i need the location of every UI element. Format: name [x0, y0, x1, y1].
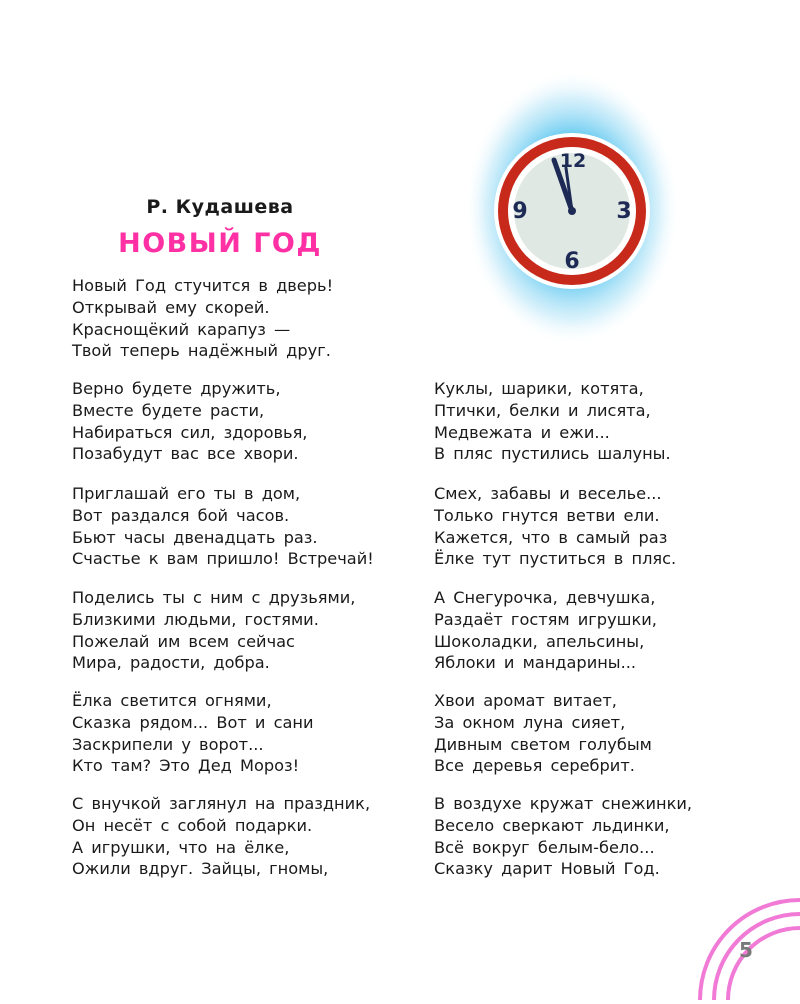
stanza-left-5: [72, 690, 314, 777]
poem-line: Куклы, шарики, котята,: [434, 379, 644, 398]
page-number: 5: [739, 938, 753, 962]
stanza-right-5: [434, 793, 692, 880]
poem-line: Дивным светом голубым: [434, 734, 652, 754]
poem-line: Ёлка светится огнями,: [72, 691, 272, 710]
poem-line: Позабудут вас все хвори.: [72, 444, 299, 464]
stanza-right-2: [434, 483, 676, 570]
poem-line: Кажется, что в самый раз: [434, 527, 668, 547]
poem-line: За окном луна сияет,: [434, 712, 626, 732]
stanza-left-4: [72, 587, 355, 674]
poem-line: А игрушки, что на ёлке,: [72, 837, 290, 857]
poem-line: Сказка рядом... Вот и сани: [72, 712, 314, 732]
clock-icon: [470, 68, 690, 348]
stanza-right-3: [434, 587, 657, 674]
poem-line: Раздаёт гостям игрушки,: [434, 609, 657, 629]
poem-line: Все деревья серебрит.: [434, 756, 635, 776]
poem-line: В воздухе кружат снежинки,: [434, 794, 693, 813]
poem-line: В пляс пустились шалуны.: [434, 444, 671, 464]
poem-line: Всё вокруг белым-бело...: [434, 837, 655, 857]
poem-line: Пожелай им всем сейчас: [72, 631, 295, 651]
stanza-right-1: [434, 378, 671, 465]
stanza-left-3: [72, 483, 374, 570]
poem-line: Кто там? Это Дед Мороз!: [72, 756, 300, 776]
poem-line: Он несёт с собой подарки.: [72, 815, 313, 835]
stanza-right-4: [434, 690, 652, 777]
clock-numeral-12: 12: [559, 150, 587, 172]
poem-line: Шоколадки, апельсины,: [434, 631, 645, 651]
poem-line: Новый Год стучится в дверь!: [72, 276, 334, 295]
poem-line: Верно будете дружить,: [72, 379, 281, 398]
poem-line: А Снегурочка, девчушка,: [434, 588, 656, 607]
poem-line: Поделись ты с ним с друзьями,: [72, 588, 356, 607]
poem-line: Краснощёкий карапуз —: [72, 319, 291, 339]
poem-title: НОВЫЙ ГОД: [118, 228, 322, 259]
poem-line: Только гнутся ветви ели.: [434, 505, 660, 525]
poem-line: Вот раздался бой часов.: [72, 505, 290, 525]
clock-numeral-6: 6: [564, 249, 580, 274]
poem-line: Сказку дарит Новый Год.: [434, 859, 660, 879]
stanza-left-2: [72, 378, 307, 465]
stanza-left-6: [72, 793, 370, 880]
poem-line: Бьют часы двенадцать раз.: [72, 527, 318, 547]
clock-numeral-9: 9: [512, 199, 528, 224]
poem-line: Набираться сил, здоровья,: [72, 422, 308, 442]
clock-numeral-3: 3: [616, 199, 632, 224]
poem-line: Заскрипели у ворот...: [72, 734, 264, 754]
poem-line: Открывай ему скорей.: [72, 297, 270, 317]
poem-author: Р. Кудашева: [146, 196, 294, 218]
stanza-left-1: [72, 275, 333, 362]
poem-line: Мира, радости, добра.: [72, 653, 270, 673]
poem-line: Ёлке тут пуститься в пляс.: [434, 549, 677, 569]
poem-line: Приглашай его ты в дом,: [72, 484, 301, 503]
poem-line: Близкими людьми, гостями.: [72, 609, 319, 629]
poem-line: Весело сверкают льдинки,: [434, 815, 670, 835]
poem-line: Смех, забавы и веселье...: [434, 484, 662, 503]
poem-line: Вместе будете расти,: [72, 400, 265, 420]
poem-line: С внучкой заглянул на праздник,: [72, 794, 371, 813]
poem-line: Яблоки и мандарины...: [434, 653, 637, 673]
poem-line: Медвежата и ежи...: [434, 422, 610, 442]
clock-illustration: [470, 68, 690, 348]
clock-center: [568, 207, 576, 215]
poem-line: Птички, белки и лисята,: [434, 400, 651, 420]
poem-line: Твой теперь надёжный друг.: [72, 341, 331, 361]
poem-line: Счастье к вам пришло! Встречай!: [72, 549, 374, 569]
poem-line: Ожили вдруг. Зайцы, гномы,: [72, 859, 329, 879]
poem-line: Хвои аромат витает,: [434, 691, 617, 710]
